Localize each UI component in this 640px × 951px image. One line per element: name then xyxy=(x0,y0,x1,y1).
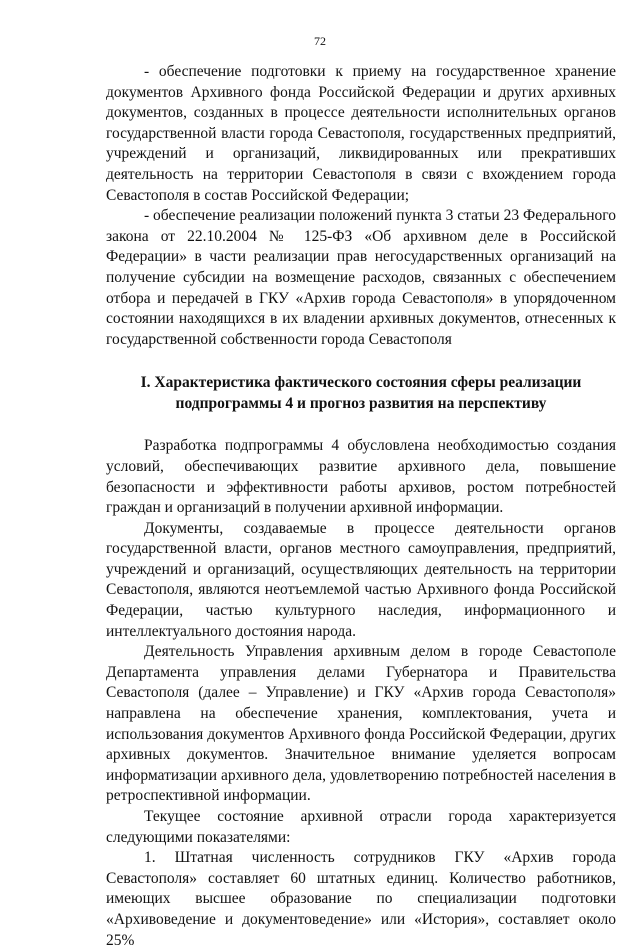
paragraph-documents: Документы, создаваемые в процессе деятельности органов государственной власти, органов местного самоуправления, предприятий, учреждений и организаций, осуществляющих деятельность на территории Севастополя, являются неотъемлемой частью Архивного фонда Российской Федерации, частью культурного наследия, информационного и интеллектуального достояния народа. xyxy=(106,519,616,640)
section-heading xyxy=(106,372,616,414)
page-number: 72 xyxy=(314,34,326,48)
section-heading-line-1: I. Характеристика фактического состояния сферы реализации xyxy=(140,374,582,392)
paragraph-department-activity: Деятельность Управления архивным делом в городе Севастополе Департамента управления делами Губернатора и Правительства Севастополя (далее – Управление) и ГКУ «Архив города Севастополя» направлена на обеспечение хранения, комплектования, учета и использования документов Архивного фонда Российской Федерации, других архивных документов. Значительное внимание уделяется вопросам информатизации архивного дела, удовлетворению потребностей населения в ретроспективной информации. xyxy=(106,643,616,805)
paragraph-development-rationale: Разработка подпрограммы 4 обусловлена необходимостью создания условий, обеспечивающих развитие архивного дела, повышение безопасности и эффективности работы архивов, ростом потребностей граждан и организаций в получении архивной информации. xyxy=(106,437,616,517)
paragraph-staffing: 1. Штатная численность сотрудников ГКУ «Архив города Севастополя» составляет 60 штатных единиц. Количество работников, имеющих высшее образование по специализации подготовки «Архивоведение и документоведение» или «История», составляет около 25% xyxy=(106,849,616,949)
document-body xyxy=(106,62,616,951)
bullet-item-law-implementation: - обеспечение реализации положений пункта 3 статьи 23 Федерального закона от 22.10.2004 № 125-ФЗ «Об архивном деле в Российской Федерации» в части реализации прав негосударственных организаций на получение субсидии на возмещение расходов, связанных с обеспечением отбора и передачей в ГКУ «Архив города Севастополя» в упорядоченном состоянии находящихся в их владении архивных документов, отнесенных к государственной собственности города Севастополя xyxy=(106,207,616,348)
section-heading-line-2: подпрограммы 4 и прогноз развития на перспективу xyxy=(175,395,547,413)
paragraph-current-state: Текущее состояние архивной отрасли города характеризуется следующими показателями: xyxy=(106,808,616,846)
bullet-item-archive-preparation: - обеспечение подготовки к приему на государственное хранение документов Архивного фонда Российской Федерации и других архивных документов, созданных в процессе деятельности исполнительных органов государственной власти города Севастополя, государственных предприятий, учреждений и организаций, ликвидированных или прекративших деятельность на территории Севастополя в связи с вхождением города Севастополя в состав Российской Федерации; xyxy=(106,63,616,204)
